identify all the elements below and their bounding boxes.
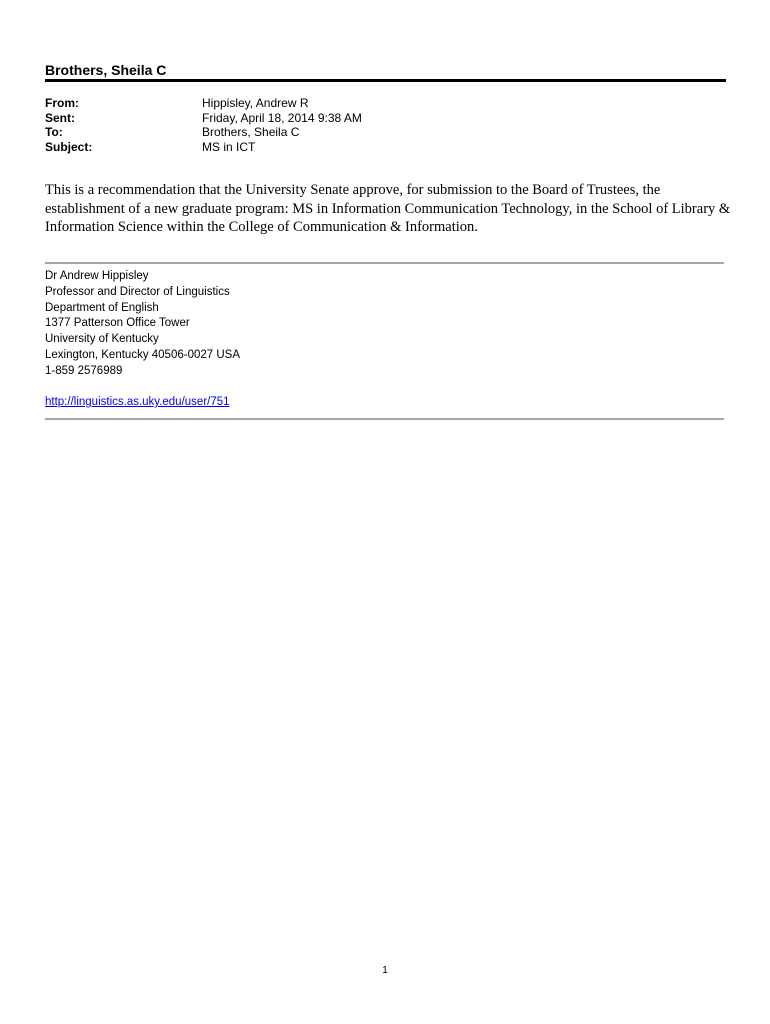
email-signature	[45, 269, 240, 380]
from-value: Hippisley, Andrew R	[202, 96, 309, 110]
page-number: 1	[382, 965, 388, 976]
signature-top-divider	[45, 262, 724, 264]
email-owner-name: Brothers, Sheila C	[45, 62, 167, 78]
signature-phone: 1-859 2576989	[45, 364, 123, 377]
signature-name: Dr Andrew Hippisley	[45, 270, 149, 282]
from-label: From:	[45, 96, 79, 110]
signature-city: Lexington, Kentucky 40506-0027 USA	[45, 348, 240, 361]
signature-office: 1377 Patterson Office Tower	[45, 317, 190, 330]
signature-bottom-divider	[45, 418, 724, 420]
signature-title: Professor and Director of Linguistics	[45, 285, 230, 298]
header-divider	[45, 79, 726, 82]
subject-value: MS in ICT	[202, 139, 256, 154]
signature-university: University of Kentucky	[45, 333, 159, 346]
subject-label: Subject:	[45, 139, 93, 154]
email-body: This is a recommendation that the University Senate approve, for submission to the Board of Trustees, the establishment of a new graduate program: MS in Information Communication Technology, in the School of Library & Information Science within the College of Communication & Information.	[45, 182, 731, 235]
signature-department: Department of English	[45, 301, 159, 314]
sent-label: Sent:	[45, 110, 75, 125]
to-value: Brothers, Sheila C	[202, 125, 300, 139]
signature-profile-link[interactable]: http://linguistics.as.uky.edu/user/751	[45, 396, 230, 408]
to-label: To:	[45, 125, 63, 139]
sent-value: Friday, April 18, 2014 9:38 AM	[202, 110, 362, 125]
